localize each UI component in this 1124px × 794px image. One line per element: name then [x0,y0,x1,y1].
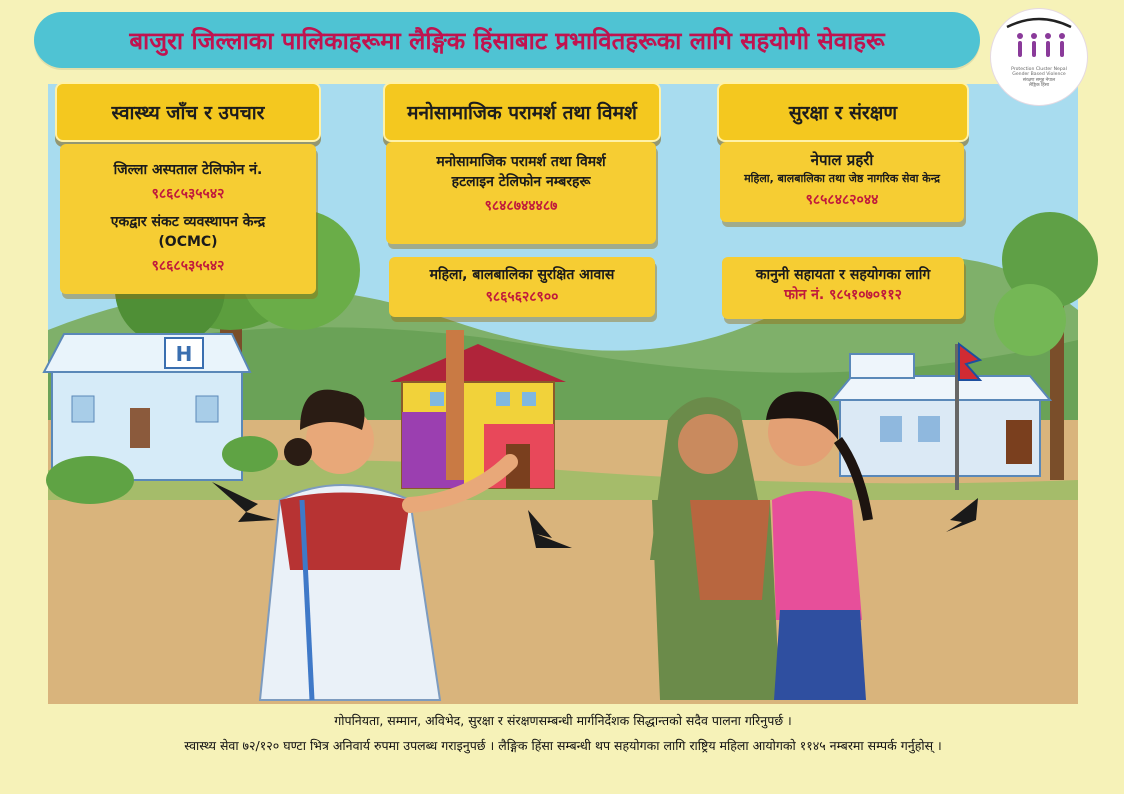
title-banner [34,12,980,68]
psychosocial-heading: मनोसामाजिक परामर्श तथा विमर्श [407,102,637,124]
hotline-label: हटलाइन टेलिफोन नम्बरहरू [451,174,591,190]
footer-notes [48,708,1078,758]
shelter-phone: ९८६५६२८९०० [485,289,559,305]
hospital-phone: ९८६८५३५५४२ [151,186,225,202]
legal-aid-info-card [722,257,964,319]
ocmc-abbreviation: (OCMC) [158,234,218,250]
hospital-label: जिल्ला अस्पताल टेलिफोन नं. [113,162,263,178]
ocmc-label: एकद्वार संकट व्यवस्थापन केन्द्र [110,214,266,230]
logo-line: Gender Based Violence [1012,72,1066,78]
page-title: बाजुरा जिल्लाका पालिकाहरूमा लैङ्गिक हिंसाबाट प्रभावितहरूका लागि सहयोगी सेवाहरू [129,26,885,55]
police-info-card [720,142,964,222]
legal-aid-phone: फोन नं. ९८५१०७०११२ [784,287,902,303]
police-label: नेपाल प्रहरी [810,151,874,169]
footer-line-1: गोपनियता, सम्मान, अविभेद, सुरक्षा र संरक्षणसम्बन्धी मार्गनिर्देशक सिद्धान्तको सदैव पालना गरिनुपर्छ । [334,713,792,728]
shelter-info-card [389,257,655,317]
logo-line: Protection Cluster Nepal [1011,67,1067,72]
safety-section-header [717,82,969,142]
health-section-header [55,82,321,142]
police-subtitle: महिला, बालबालिका तथा जेष्ठ नागरिक सेवा केन्द्र [744,172,940,185]
logo-line: लैङ्गिक हिंसा [1028,83,1050,89]
safety-heading: सुरक्षा र संरक्षण [788,102,898,124]
psychosocial-section-header [383,82,661,142]
legal-aid-label: कानुनी सहायता र सहयोगका लागि [755,267,931,283]
health-heading: स्वास्थ्य जाँच र उपचार [111,102,265,124]
bush-left [46,456,134,504]
health-info-card [60,144,316,294]
hotline-phone: ९८४८७४४४८७ [484,198,558,214]
footer-line-2: स्वास्थ्य सेवा ७२/१२० घण्टा भित्र अनिवार्य रुपमा उपलब्ध गराइनुपर्छ । लैङ्गिक हिंसा सम्बन्धी थप सहयोगका लागि राष्ट्रिय महिला आयोगको ११४५ नम्बरमा सम्पर्क गर्नुहोस् । [184,738,942,753]
hotline-label: मनोसामाजिक परामर्श तथा विमर्श [436,154,606,170]
bush-hospital [222,436,278,472]
hospital-sign: H [175,342,193,366]
ocmc-phone: ९८६८५३५५४२ [151,258,225,274]
logo-line: संरक्षण समूह नेपाल [1022,77,1056,83]
police-phone: ९८५८४८२०४४ [805,192,879,208]
protection-cluster-logo [990,8,1088,106]
shelter-label: महिला, बालबालिका सुरक्षित आवास [429,267,615,283]
hotline-info-card [386,142,656,244]
